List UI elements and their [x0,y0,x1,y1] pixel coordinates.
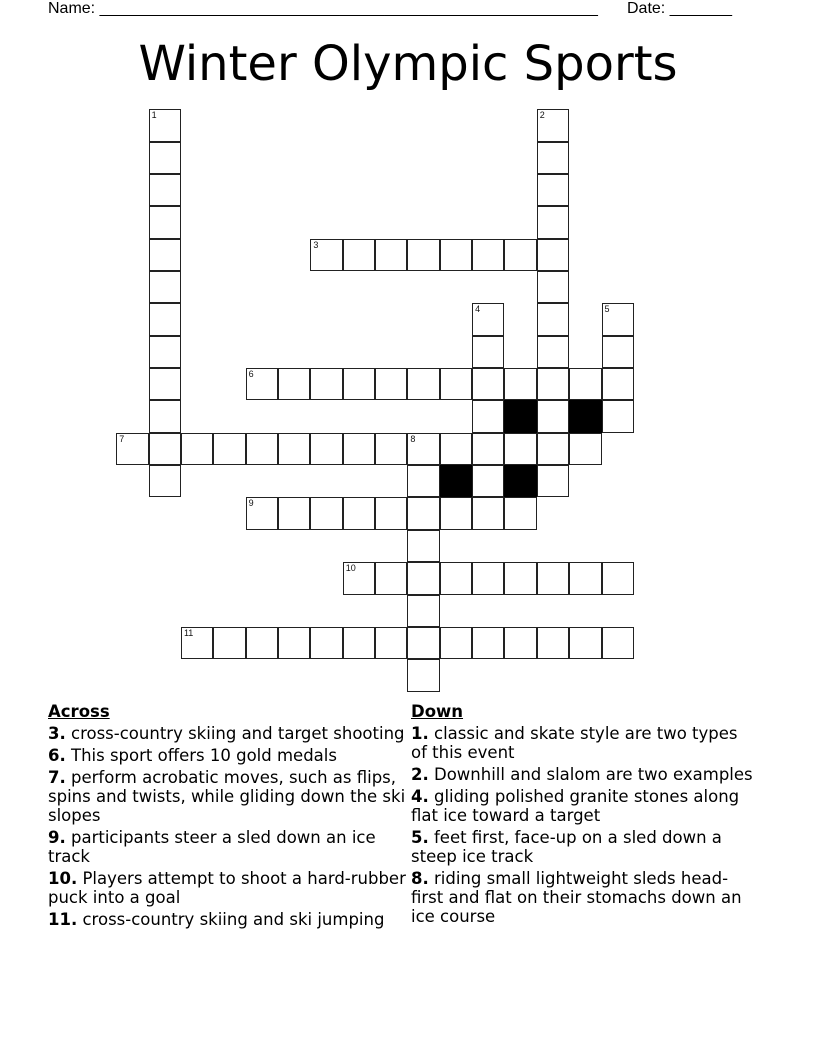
grid-cell[interactable] [537,206,569,238]
grid-cell[interactable] [472,497,504,529]
grid-cell[interactable] [440,627,472,659]
grid-cell[interactable] [310,368,342,400]
grid-cell[interactable] [343,497,375,529]
grid-cell[interactable] [602,562,634,594]
grid-cell[interactable] [343,368,375,400]
grid-cell[interactable] [149,336,181,368]
black-cell [504,400,536,432]
grid-cell[interactable] [407,433,439,465]
grid-cell[interactable] [440,433,472,465]
grid-cell[interactable] [504,562,536,594]
clue-text: Players attempt to shoot a hard-rubber puck into a goal [48,869,406,907]
clue-number: 8. [411,869,429,888]
grid-cell[interactable] [537,433,569,465]
clue-number-label: 10 [345,563,356,574]
clue-text: feet first, face-up on a sled down a steep ice track [411,828,722,866]
grid-cell[interactable] [149,239,181,271]
grid-cell[interactable] [602,400,634,432]
grid-cell[interactable] [343,562,375,594]
clue-number-label: 2 [539,110,545,121]
grid-cell[interactable] [537,303,569,335]
grid-cell[interactable] [537,465,569,497]
grid-cell[interactable] [246,368,278,400]
grid-cell[interactable] [407,659,439,691]
grid-cell[interactable] [149,465,181,497]
clue-number-label: 6 [248,369,254,380]
grid-cell[interactable] [149,271,181,303]
across-heading: Across [48,702,110,721]
grid-cell[interactable] [537,109,569,141]
grid-cell[interactable] [537,239,569,271]
grid-cell[interactable] [537,336,569,368]
grid-cell[interactable] [407,627,439,659]
grid-cell[interactable] [149,142,181,174]
grid-cell[interactable] [537,368,569,400]
clue-number: 5. [411,828,429,847]
clue-number-label: 3 [313,239,319,250]
grid-cell[interactable] [472,368,504,400]
clue-number-label: 7 [119,433,125,444]
grid-cell[interactable] [310,239,342,271]
grid-cell[interactable] [569,562,601,594]
clue-down-4 [411,787,756,825]
clue-number: 6. [48,746,66,765]
grid-cell[interactable] [278,497,310,529]
clue-number-label: 5 [604,304,610,315]
page-title: Winter Olympic Sports [138,36,678,92]
clue-down-1 [411,724,756,762]
grid-cell[interactable] [537,271,569,303]
grid-cell[interactable] [375,239,407,271]
clue-across-11 [48,910,408,929]
grid-cell[interactable] [310,433,342,465]
clue-text: classic and skate style are two types of this event [411,724,738,762]
black-cell [504,465,536,497]
grid-cell[interactable] [343,239,375,271]
clue-across-9 [48,828,408,866]
clue-across-10 [48,869,408,907]
grid-cell[interactable] [407,465,439,497]
grid-cell[interactable] [440,239,472,271]
grid-cell[interactable] [602,368,634,400]
grid-cell[interactable] [602,336,634,368]
clue-number: 1. [411,724,429,743]
grid-cell[interactable] [504,239,536,271]
clue-text: perform acrobatic moves, such as flips, spins and twists, while gliding down the ski slopes [48,768,406,825]
grid-cell[interactable] [472,562,504,594]
grid-cell[interactable] [472,433,504,465]
grid-cell[interactable] [343,433,375,465]
name-field[interactable]: Name: ________________________________________________________ [48,0,598,17]
grid-cell[interactable] [472,465,504,497]
black-cell [440,465,472,497]
grid-cell[interactable] [375,433,407,465]
clue-number: 9. [48,828,66,847]
grid-cell[interactable] [569,433,601,465]
clue-text: riding small lightweight sleds head-first and flat on their stomachs down an ice course [411,869,742,926]
grid-cell[interactable] [310,497,342,529]
down-heading: Down [411,702,464,721]
clue-number-label: 4 [475,304,481,315]
grid-cell[interactable] [440,497,472,529]
grid-cell[interactable] [504,368,536,400]
grid-cell[interactable] [181,433,213,465]
grid-cell[interactable] [407,497,439,529]
grid-cell[interactable] [569,368,601,400]
grid-cell[interactable] [116,433,148,465]
clue-down-8 [411,869,756,926]
grid-cell[interactable] [472,336,504,368]
grid-cell[interactable] [537,627,569,659]
grid-cell[interactable] [375,368,407,400]
grid-cell[interactable] [278,368,310,400]
grid-cell[interactable] [407,368,439,400]
grid-cell[interactable] [246,497,278,529]
clue-text: participants steer a sled down an ice track [48,828,376,866]
grid-cell[interactable] [310,627,342,659]
clue-down-5 [411,828,756,866]
grid-cell[interactable] [149,174,181,206]
grid-cell[interactable] [343,627,375,659]
grid-cell[interactable] [149,368,181,400]
grid-cell[interactable] [181,627,213,659]
grid-cell[interactable] [278,433,310,465]
grid-cell[interactable] [504,433,536,465]
clue-number: 2. [411,765,429,784]
grid-cell[interactable] [472,627,504,659]
grid-cell[interactable] [407,239,439,271]
clue-number-label: 11 [183,627,194,638]
grid-cell[interactable] [149,433,181,465]
clue-number: 4. [411,787,429,806]
black-cell [569,400,601,432]
down-clues [411,702,756,929]
grid-cell[interactable] [504,497,536,529]
clue-down-2 [411,765,756,784]
clue-number-label: 8 [410,433,416,444]
grid-cell[interactable] [149,109,181,141]
grid-cell[interactable] [537,562,569,594]
grid-cell[interactable] [440,562,472,594]
clue-number: 7. [48,768,66,787]
clue-number: 11. [48,910,78,929]
grid-cell[interactable] [375,627,407,659]
clue-across-6 [48,746,408,765]
clue-number-label: 9 [248,498,254,509]
grid-cell[interactable] [569,627,601,659]
clue-across-7 [48,768,408,825]
grid-cell[interactable] [440,368,472,400]
grid-cell[interactable] [602,627,634,659]
grid-cell[interactable] [149,400,181,432]
grid-cell[interactable] [375,562,407,594]
clue-text: This sport offers 10 gold medals [71,746,337,765]
grid-cell[interactable] [213,627,245,659]
grid-cell[interactable] [537,174,569,206]
grid-cell[interactable] [407,595,439,627]
grid-cell[interactable] [504,627,536,659]
grid-cell[interactable] [407,530,439,562]
date-field[interactable]: Date: _______ [627,0,732,17]
clue-text: cross-country skiing and ski jumping [82,910,385,929]
grid-cell[interactable] [278,627,310,659]
grid-cell[interactable] [375,497,407,529]
grid-cell[interactable] [602,303,634,335]
clue-text: cross-country skiing and target shooting [71,724,405,743]
clue-number-label: 1 [151,110,157,121]
clue-text: gliding polished granite stones along flat ice toward a target [411,787,740,825]
grid-cell[interactable] [472,400,504,432]
grid-cell[interactable] [472,303,504,335]
clue-number: 3. [48,724,66,743]
clue-across-3 [48,724,408,743]
clue-text: Downhill and slalom are two examples [434,765,753,784]
grid-cell[interactable] [472,239,504,271]
grid-cell[interactable] [149,206,181,238]
grid-cell[interactable] [149,303,181,335]
grid-cell[interactable] [537,400,569,432]
grid-cell[interactable] [246,627,278,659]
grid-cell[interactable] [246,433,278,465]
grid-cell[interactable] [213,433,245,465]
grid-cell[interactable] [537,142,569,174]
grid-cell[interactable] [407,562,439,594]
across-clues [48,702,408,932]
clue-number: 10. [48,869,78,888]
